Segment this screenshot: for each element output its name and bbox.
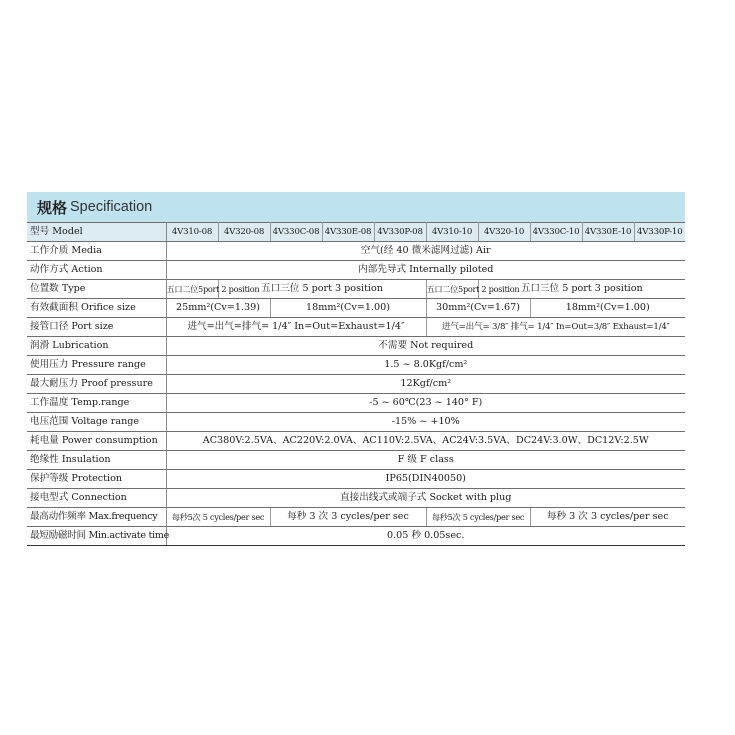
connection-label: 接电型式 Connection bbox=[27, 489, 166, 508]
media-label: 工作介质 Media bbox=[27, 242, 166, 261]
power-value: AC380V:2.5VA、AC220V:2.0VA、AC110V:2.5VA、AC24V:3.5VA、DC24V:3.0W、DC12V:2.5W bbox=[166, 432, 685, 451]
voltage-value: -15% ~ +10% bbox=[166, 413, 685, 432]
orifice-value-3: 30mm²(Cv=1.67) bbox=[426, 299, 530, 318]
specification-table bbox=[27, 222, 685, 546]
orifice-row bbox=[27, 299, 685, 318]
title-chinese: 规格 bbox=[37, 198, 68, 217]
lubrication-label: 润滑 Lubrication bbox=[27, 337, 166, 356]
frequency-label: 最高动作频率 Max.frequency bbox=[27, 508, 166, 527]
media-row bbox=[27, 242, 685, 261]
frequency-value-4: 每秒 3 次 3 cycles/per sec bbox=[530, 508, 685, 527]
insulation-row bbox=[27, 451, 685, 470]
model-cell: 4V330E-08 bbox=[322, 223, 374, 242]
frequency-row bbox=[27, 508, 685, 527]
media-value: 空气(经 40 微米滤网过滤) Air bbox=[166, 242, 685, 261]
min-time-row bbox=[27, 527, 685, 546]
title-english: Specification bbox=[70, 199, 153, 215]
voltage-label: 电压范围 Voltage range bbox=[27, 413, 166, 432]
title-bar bbox=[27, 192, 685, 222]
type-label: 位置数 Type bbox=[27, 280, 166, 299]
orifice-value-2: 18mm²(Cv=1.00) bbox=[270, 299, 426, 318]
model-cell: 4V330E-10 bbox=[582, 223, 634, 242]
model-cell: 4V310-10 bbox=[426, 223, 478, 242]
pressure-label: 使用压力 Pressure range bbox=[27, 356, 166, 375]
temp-label: 工作温度 Temp.range bbox=[27, 394, 166, 413]
power-row bbox=[27, 432, 685, 451]
model-cell: 4V330C-10 bbox=[530, 223, 582, 242]
type-value-4: 五口三位 5 port 3 position bbox=[478, 280, 685, 299]
lubrication-row bbox=[27, 337, 685, 356]
connection-value: 直接出线式或端子式 Socket with plug bbox=[166, 489, 685, 508]
proof-label: 最大耐压力 Proof pressure bbox=[27, 375, 166, 394]
action-row bbox=[27, 261, 685, 280]
type-value-3: 五口二位5port 2 position bbox=[426, 280, 478, 299]
protection-value: IP65(DIN40050) bbox=[166, 470, 685, 489]
type-value-1: 五口二位5port 2 position bbox=[166, 280, 218, 299]
insulation-label: 绝缘性 Insulation bbox=[27, 451, 166, 470]
proof-value: 12Kgf/cm² bbox=[166, 375, 685, 394]
action-value: 内部先导式 Internally piloted bbox=[166, 261, 685, 280]
model-cell: 4V330C-08 bbox=[270, 223, 322, 242]
voltage-row bbox=[27, 413, 685, 432]
insulation-value: F 级 F class bbox=[166, 451, 685, 470]
model-cell: 4V320-10 bbox=[478, 223, 530, 242]
port-value-1: 进气=出气=排气= 1/4″ In=Out=Exhaust=1/4″ bbox=[166, 318, 426, 337]
model-cell: 4V330P-08 bbox=[374, 223, 426, 242]
min-time-value: 0.05 秒 0.05sec. bbox=[166, 527, 685, 546]
orifice-value-1: 25mm²(Cv=1.39) bbox=[166, 299, 270, 318]
orifice-label: 有效截面积 Orifice size bbox=[27, 299, 166, 318]
temp-value: -5 ~ 60℃(23 ~ 140° F) bbox=[166, 394, 685, 413]
model-cell: 4V320-08 bbox=[218, 223, 270, 242]
frequency-value-3: 每秒5次 5 cycles/per sec bbox=[426, 508, 530, 527]
connection-row bbox=[27, 489, 685, 508]
protection-row bbox=[27, 470, 685, 489]
type-value-2: 五口三位 5 port 3 position bbox=[218, 280, 426, 299]
action-label: 动作方式 Action bbox=[27, 261, 166, 280]
port-row bbox=[27, 318, 685, 337]
pressure-value: 1.5 ~ 8.0Kgf/cm² bbox=[166, 356, 685, 375]
lubrication-value: 不需要 Not required bbox=[166, 337, 685, 356]
specification-table-block bbox=[27, 192, 685, 546]
frequency-value-1: 每秒5次 5 cycles/per sec bbox=[166, 508, 270, 527]
port-value-2: 进气=出气= 3/8″ 排气= 1/4″ In=Out=3/8″ Exhaust=1/4″ bbox=[426, 318, 685, 337]
protection-label: 保护等级 Protection bbox=[27, 470, 166, 489]
type-row bbox=[27, 280, 685, 299]
frequency-value-2: 每秒 3 次 3 cycles/per sec bbox=[270, 508, 426, 527]
model-cell: 4V330P-10 bbox=[634, 223, 685, 242]
orifice-value-4: 18mm²(Cv=1.00) bbox=[530, 299, 685, 318]
model-label: 型号 Model bbox=[27, 223, 166, 242]
model-cell: 4V310-08 bbox=[166, 223, 218, 242]
power-label: 耗电量 Power consumption bbox=[27, 432, 166, 451]
model-row bbox=[27, 223, 685, 242]
temp-row bbox=[27, 394, 685, 413]
port-label: 接管口径 Port size bbox=[27, 318, 166, 337]
pressure-row bbox=[27, 356, 685, 375]
min-time-label: 最短励磁时间 Min.activate time bbox=[27, 527, 166, 546]
proof-row bbox=[27, 375, 685, 394]
